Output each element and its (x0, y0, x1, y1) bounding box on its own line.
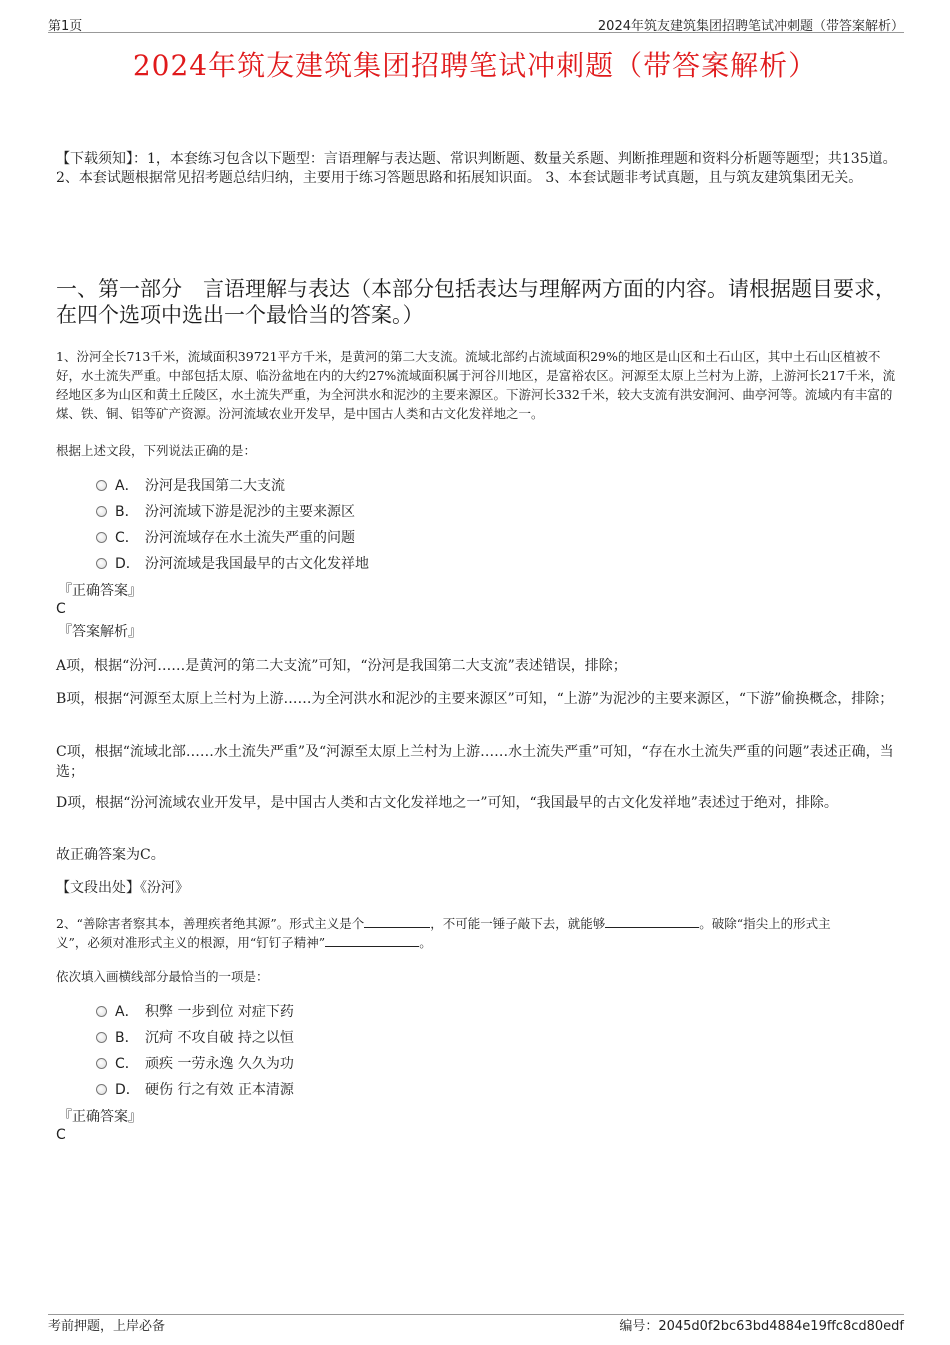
q1-prompt: 根据上述文段，下列说法正确的是： (56, 443, 257, 458)
radio-icon[interactable] (96, 1006, 107, 1017)
radio-icon[interactable] (96, 480, 107, 491)
q2-answer-label: 『正确答案』 (58, 1109, 142, 1125)
radio-icon[interactable] (96, 1032, 107, 1043)
q2-option-d[interactable]: D． 硬伤 行之有效 正本清源 (96, 1080, 294, 1100)
radio-icon[interactable] (96, 1084, 107, 1095)
radio-icon[interactable] (96, 558, 107, 569)
page-number: 第1页 (48, 19, 83, 34)
footer-code: 编号：2045d0f2bc63bd4884e19ffc8cd80edf (619, 1319, 904, 1334)
page-title: 2024年筑友建筑集团招聘笔试冲刺题（带答案解析） (132, 49, 818, 82)
page-header (48, 12, 904, 33)
q1-analysis-c: C项，根据“流域北部……水土流失严重”及“河源至太原上兰村为上游……水土流失严重”可知，“存在水土流失严重的问题”表述正确，当选； (56, 744, 894, 780)
q1-analysis-b: B项，根据“河源至太原上兰村为上游……为全河洪水和泥沙的主要来源区”可知，“上游”为泥沙的主要来源区，“下游”偷换概念，排除； (56, 691, 894, 707)
blank-1 (364, 915, 430, 928)
q1-option-d[interactable]: D． 汾河流域是我国最早的古文化发祥地 (96, 554, 369, 574)
q1-analysis-label: 『答案解析』 (58, 624, 142, 640)
blank-2 (605, 915, 699, 928)
q2-option-c[interactable]: C． 顽疾 一劳永逸 久久为功 (96, 1054, 294, 1074)
radio-icon[interactable] (96, 506, 107, 517)
header-doc-title: 2024年筑友建筑集团招聘笔试冲刺题（带答案解析） (597, 19, 904, 34)
blank-3 (325, 934, 419, 947)
q2-answer: C (56, 1127, 66, 1143)
q1-stem: 1、汾河全长713千米，流域面积39721平方千米，是黄河的第二大支流。流域北部约占流域面积29%的地区是山区和土石山区，其中土石山区植被不好，水土流失严重。中部包括太原、临汾盆地在内的大约27%流域面积属于河谷川地区，是富裕农区。河源至太原上兰村为上游，上游河长217千米，流经地区多为山区和黄土丘陵区，水土流失严重，为全河洪水和泥沙的主要来源区。下游河长332千米，较大支流有洪安涧河、曲亭河等。流域内有丰富的煤、铁、铜、铝等矿产资源。汾河流域农业开发早，是中国古人类和古文化发祥地之一。 (56, 349, 896, 421)
radio-icon[interactable] (96, 1058, 107, 1069)
q1-option-c[interactable]: C． 汾河流域存在水土流失严重的问题 (96, 528, 355, 548)
q2-prompt: 依次填入画横线部分最恰当的一项是： (56, 969, 269, 984)
download-notice: 【下载须知】：1，本套练习包含以下题型：言语理解与表达题、常识判断题、数量关系题、判断推理题和资料分析题等题型；共135道。 2、本套试题根据常见招考题总结归纳，主要用于练习答题思路和拓展知识面。 3、本套试题非考试真题，且与筑友建筑集团无关。 (56, 151, 897, 186)
q2-option-b[interactable]: B． 沉疴 不攻自破 持之以恒 (96, 1028, 294, 1048)
q1-answer: C (56, 601, 66, 617)
q1-analysis-a: A项，根据“汾河……是黄河的第二大支流”可知，“汾河是我国第二大支流”表述错误，排除； (56, 658, 627, 674)
q1-analysis-d: D项，根据“汾河流域农业开发早，是中国古人类和古文化发祥地之一”可知，“我国最早的古文化发祥地”表述过于绝对，排除。 (56, 795, 838, 811)
section-title: 一、第一部分 言语理解与表达（本部分包括表达与理解两方面的内容。请根据题目要求，在四个选项中选出一个最恰当的答案。） (56, 277, 896, 327)
q1-conclusion: 故正确答案为C。 (56, 847, 165, 863)
q2-stem: 2、“善除害者察其本，善理疾者绝其源”。形式主义是个 ，不可能一锤子敲下去，就能够 。破除“指尖上的形式主 义”，必须对准形式主义的根源，用“钉钉子精神” 。 (56, 916, 831, 950)
page-footer (48, 1314, 904, 1335)
footer-slogan: 考前押题，上岸必备 (48, 1319, 166, 1334)
q1-option-a[interactable]: A． 汾河是我国第二大支流 (96, 476, 285, 496)
q2-option-a[interactable]: A． 积弊 一步到位 对症下药 (96, 1002, 294, 1022)
q1-source: 【文段出处】《汾河》 (56, 880, 189, 896)
radio-icon[interactable] (96, 532, 107, 543)
q1-option-b[interactable]: B． 汾河流域下游是泥沙的主要来源区 (96, 502, 355, 522)
q1-answer-label: 『正确答案』 (58, 583, 142, 599)
